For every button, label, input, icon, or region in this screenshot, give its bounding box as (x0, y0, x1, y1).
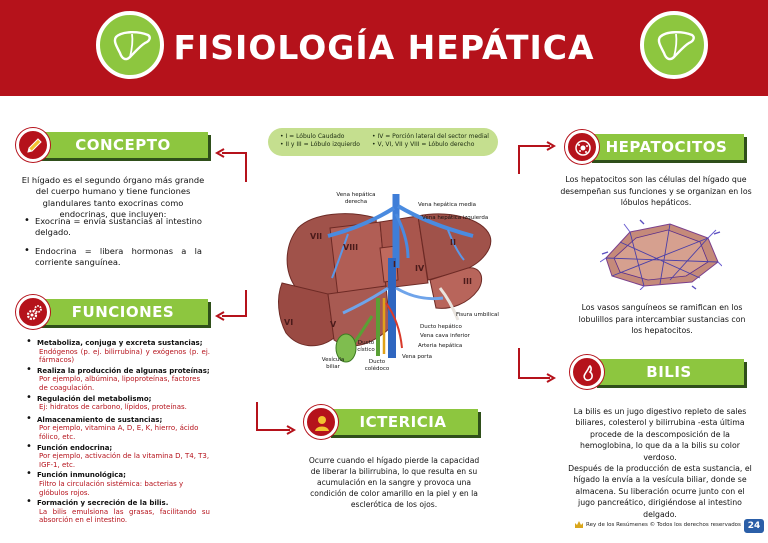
bilis-circle (570, 355, 604, 389)
bilis-text-1: La bilis es un jugo digestivo repleto de sales biliares, colesterol y bilirrubina -esta última procede de la descomposición de la hemoglobina, lo que da a la bilis su color verdoso. (573, 407, 747, 462)
label-ducto-cistico: Ducto cístico (357, 340, 375, 353)
page-title: FISIOLOGÍA HEPÁTICA (173, 28, 595, 67)
legend-item: • II y III = Lóbulo izquierdo (280, 141, 360, 148)
ictericia-header (304, 405, 480, 438)
segment-label: III (463, 277, 472, 286)
liver-icon (112, 29, 152, 63)
gallbladder-icon (579, 364, 597, 382)
crown-icon (574, 520, 584, 530)
liver-badge-right (640, 11, 708, 79)
funciones-title: FUNCIONES (38, 299, 208, 325)
concepto-header (16, 128, 196, 161)
list-item: • Regulación del metabolismo; Ej: hidratos de carbono, lípidos, proteínas. (26, 395, 210, 412)
ictericia-title: ICTERICIA (328, 409, 478, 435)
label-vena-derecha: Vena hepática derecha (336, 192, 376, 205)
list-item: • Exocrina = envía sustancias al intestino delgado. (24, 216, 202, 239)
concepto-list (24, 216, 202, 268)
person-icon (313, 414, 331, 432)
hepatocitos-header (565, 130, 747, 163)
list-item: • Endocrina = libera hormonas a la corriente sanguínea. (24, 246, 202, 269)
footer-credit: Rey de los Resúmenes © Todos los derechos reservados (586, 522, 741, 528)
lobule-illustration (600, 218, 722, 290)
funciones-header (16, 295, 196, 328)
hepatocitos-circle (565, 130, 599, 164)
hepatocitos-title: HEPATOCITOS (589, 134, 744, 160)
segment-label: I (393, 260, 396, 269)
arrow-funciones (212, 288, 248, 322)
segment-label: VIII (343, 243, 359, 252)
liver-icon (656, 29, 696, 63)
label-vena-porta: Vena porta (402, 354, 432, 360)
arrow-ictericia (254, 402, 298, 438)
label-ducto-coledoco: Ducto colédoco (364, 359, 390, 372)
segment-legend (268, 128, 498, 156)
hepatocitos-text-1: Los hepatocitos son las células del hígado que desempeñan sus funciones y se organizan en los lóbulos hepáticos. (560, 175, 752, 207)
label-vena-media: Vena hepática media (418, 202, 477, 208)
concepto-title: CONCEPTO (38, 132, 208, 158)
segment-label: IV (415, 264, 425, 273)
bilis-text-2: Después de la producción de esta sustancia, el hígado la envía a la vesícula biliar, donde se almacena. Su liberación ocurre junto con el jugo pancreático, dirigiéndose al intestino delgado. (568, 464, 752, 519)
label-vena-cava: Vena cava inferior (420, 333, 470, 339)
legend-item: • V, VI, VII y VIII = Lóbulo derecho (372, 141, 475, 148)
list-item: • Función endocrina; Por ejemplo, activación de la vitamina D, T4, T3, IGF-1, etc. (26, 444, 210, 470)
label-arteria: Arteria hepática (418, 343, 463, 349)
ictericia-circle (304, 405, 338, 439)
funciones-circle (16, 295, 50, 329)
cell-icon (574, 139, 592, 157)
arrow-hepatocitos (516, 140, 556, 176)
list-item: • Formación y secreción de la bilis. La bilis emulsiona las grasas, facilitando su absorción en el intestino. (26, 499, 210, 525)
list-item: • Metaboliza, conjuga y excreta sustancias; Endógenos (p. ej. bilirrubina) y exógenos (p. ej. fármacos) (26, 339, 210, 365)
segment-label: VI (284, 318, 294, 327)
arrow-concepto (212, 148, 248, 184)
label-ducto-hepatico: Ducto hepático (420, 324, 462, 330)
hepatocitos-text-2: Los vasos sanguíneos se ramifican en los lobulillos para intercambiar sustancias con los hepatocitos. (578, 303, 746, 335)
pencil-icon (25, 137, 43, 155)
concepto-intro: El hígado es el segundo órgano más grande del cuerpo humano y tiene funciones glandulares tanto exocrinas como endocrinas, que incluyen: (21, 175, 205, 219)
segment-ii-shape (418, 214, 491, 280)
bilis-header (570, 355, 746, 388)
label-fisura: Fisura umbilical (456, 312, 499, 318)
label-vesicula: Vesícula biliar (321, 357, 345, 370)
label-vena-izquierda: Vena hepática izquierda (422, 215, 489, 221)
bilis-title: BILIS (594, 359, 744, 385)
list-item: • Función inmunológica; Filtro la circulación sistémica: bacterias y glóbulos rojos. (26, 471, 210, 497)
page-number: 24 (744, 519, 764, 533)
segment-label: VII (310, 232, 323, 241)
gears-icon (25, 304, 43, 322)
legend-item: • I = Lóbulo Caudado (280, 133, 345, 140)
funciones-list (26, 339, 210, 525)
segment-label: V (330, 320, 337, 329)
list-item: • Almacenamiento de sustancias; Por ejemplo, vitamina A, D, E, K, hierro, ácido fólico, etc. (26, 416, 210, 442)
arrow-bilis (516, 346, 556, 384)
list-item: • Realiza la producción de algunas proteínas; Por ejemplo, albúmina, lipoproteínas, factores de coagulación. (26, 367, 210, 393)
legend-item: • IV = Porción lateral del sector medial (372, 133, 489, 140)
ictericia-text: Ocurre cuando el hígado pierde la capacidad de liberar la bilirrubina, lo que resulta en su acumulación en la sangre y provoca una condición de color amarillo en la piel y en la esclerótica de los ojos. (308, 456, 480, 509)
concepto-circle (16, 128, 50, 162)
segment-label: II (450, 238, 456, 247)
